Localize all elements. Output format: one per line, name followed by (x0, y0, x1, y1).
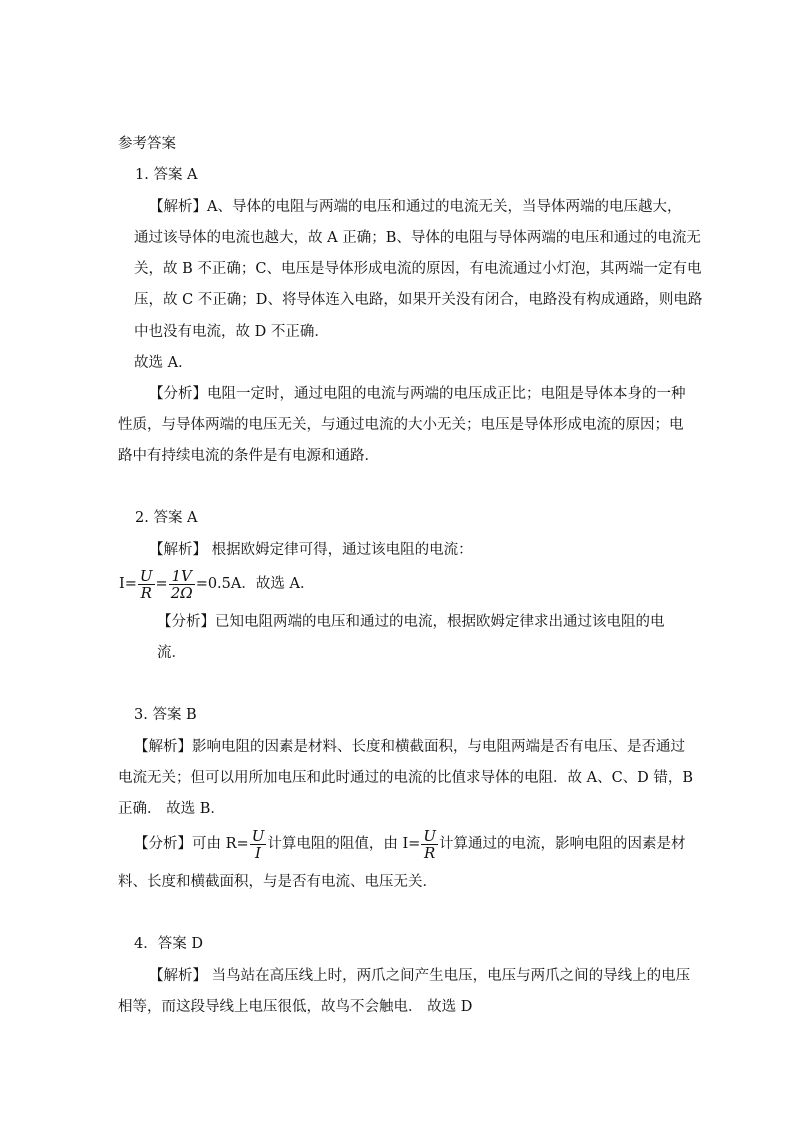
q3-analysis-line-2: 料、长度和横截面积，与是否有电流、电压无关． (118, 874, 437, 890)
page-title: 参考答案 (118, 136, 176, 152)
q3-answer-header: 3. 答案 B (134, 707, 197, 723)
q1-choice: 故选 A． (134, 355, 193, 371)
q3-explanation-line-2: 电流无关；但可以用所加电压和此时通过的电流的比值求导体的电阻．故 A、C、D 错，B (118, 770, 694, 786)
q3-analysis-line-1 (134, 826, 686, 862)
q3-explanation-line-3: 正确． 故选 B． (118, 801, 225, 817)
formula-equals: = (155, 576, 168, 592)
q1-analysis-line-3: 路中有持续电流的条件是有电源和通路． (118, 448, 379, 464)
q2-explanation: 【解析】 根据欧姆定律可得，通过该电阻的电流： (149, 542, 473, 558)
q2-analysis-line-2: 流． (157, 645, 186, 661)
q4-explanation-line-1: 【解析】 当鸟站在高压线上时，两爪之间产生电压，电压与两爪之间的导线上的电压 (149, 968, 691, 984)
q4-answer-header: 4．答案 D (134, 936, 203, 952)
q1-explanation-line-2: 通过该导体的电流也越大，故 A 正确；B、导体的电阻与导体两端的电压和通过的电流无 (134, 230, 701, 246)
fraction-u-over-r-2: $\frac{U}{R}$ (423, 826, 436, 862)
q2-answer-header: 2. 答案 A (135, 510, 198, 526)
fraction-u-over-r: $\frac{U}{R}$ (139, 566, 153, 602)
q1-answer-header: 1. 答案 A (135, 167, 198, 183)
q3-explanation-line-1: 【解析】影响电阻的因素是材料、长度和横截面积，与电阻两端是否有电压、是否通过 (134, 739, 685, 755)
formula-result: =0.5A．故选 A． (195, 576, 315, 592)
q4-explanation-line-2: 相等，而这段导线上电压很低，故鸟不会触电． 故选 D (118, 999, 473, 1015)
q3-analysis-part-c: 计算通过的电流，影响电阻的因素是材 (439, 836, 686, 852)
q1-explanation-line-5: 中也没有电流，故 D 不正确． (134, 324, 329, 340)
q1-explanation-line-3: 关，故 B 不正确；C、电压是导体形成电流的原因，有电流通过小灯泡，其两端一定有电 (134, 261, 702, 277)
q1-analysis-line-1: 【分析】电阻一定时，通过电阻的电流与两端的电压成正比；电阻是导体本身的一种 (149, 386, 686, 402)
q3-analysis-part-b: 计算电阻的阻值，由 I= (267, 836, 421, 852)
formula-lhs: I= (119, 576, 137, 592)
fraction-u-over-i: $\frac{U}{I}$ (251, 826, 265, 862)
q2-formula (119, 566, 314, 602)
q3-analysis-part-a: 【分析】可由 R= (134, 836, 249, 852)
q1-explanation-line-1: 【解析】A、导体的电阻与两端的电压和通过的电流无关，当导体两端的电压越大， (149, 199, 682, 215)
q1-analysis-line-2: 性质，与导体两端的电压无关，与通过电流的大小无关；电压是导体形成电流的原因；电 (118, 417, 684, 433)
fraction-1v-over-2ohm: $\frac{1V}{2\Omega}$ (170, 566, 193, 602)
q1-explanation-line-4: 压，故 C 不正确；D、将导体连入电路，如果开关没有闭合，电路没有构成通路，则电路 (134, 292, 703, 308)
q2-analysis-line-1: 【分析】已知电阻两端的电压和通过的电流，根据欧姆定律求出通过该电阻的电 (157, 614, 665, 630)
